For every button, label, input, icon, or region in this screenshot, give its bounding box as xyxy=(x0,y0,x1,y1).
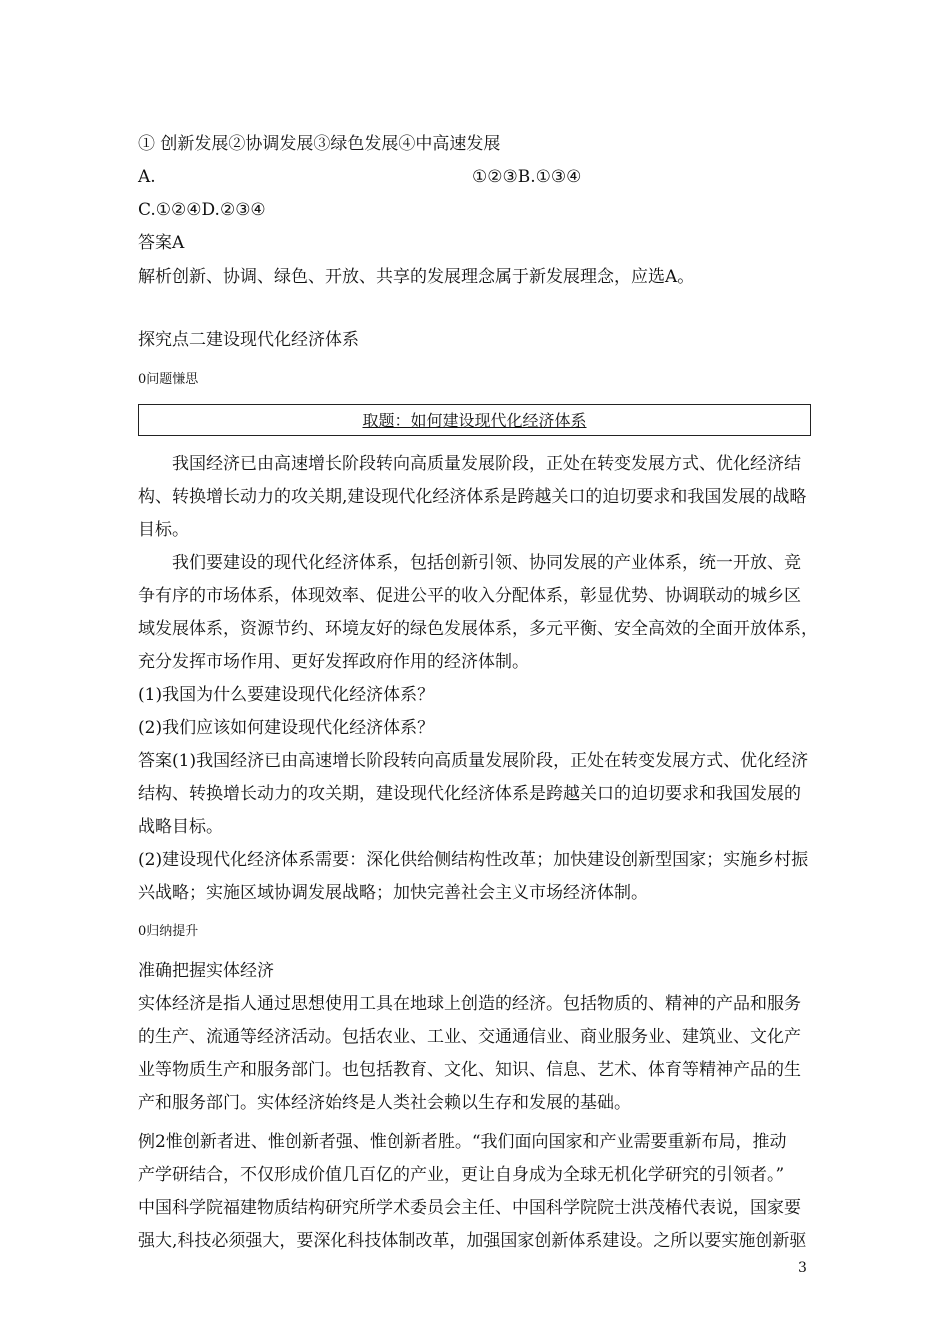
options-a-b: ①②③B.①③④ xyxy=(472,167,582,187)
page-number: 3 xyxy=(798,1260,807,1276)
answer-label: 答案A xyxy=(138,233,185,253)
analysis-text: 解析创新、协调、绿色、开放、共享的发展理念属于新发展理念，应选A。 xyxy=(138,267,695,287)
topic-box xyxy=(138,404,811,436)
answer-line: 战略目标。 xyxy=(138,817,223,837)
paragraph-line: 目标。 xyxy=(138,520,189,540)
paragraph-line: 我国经济已由高速增长阶段转向高质量发展阶段，正处在转变发展方式、优化经济结 xyxy=(172,454,801,474)
paragraph-line: 域发展体系，资源节约、环境友好的绿色发展体系，多元平衡、安全高效的全面开放体系， xyxy=(138,619,818,639)
question-2: (2)我们应该如何建设现代化经济体系？ xyxy=(138,718,435,738)
answer-line: 结构、转换增长动力的攻关期，建设现代化经济体系是跨越关口的迫切要求和我国发展的 xyxy=(138,784,801,804)
option-a-label: A. xyxy=(138,167,156,187)
section-title: 探究点二建设现代化经济体系 xyxy=(138,330,359,350)
subheading-thinking: 0问题慊思 xyxy=(138,372,199,387)
answer-line: 答案(1)我国经济已由高速增长阶段转向高质量发展阶段，正处在转变发展方式、优化经济 xyxy=(138,751,809,771)
concept-line: 业等物质生产和服务部门。也包括教育、文化、知识、信息、艺术、体育等精神产品的生 xyxy=(138,1060,801,1080)
concept-title: 准确把握实体经济 xyxy=(138,961,274,981)
paragraph-line: 构、转换增长动力的攻关期,建设现代化经济体系是跨越关口的迫切要求和我国发展的战略 xyxy=(138,487,807,507)
question-1: (1)我国为什么要建设现代化经济体系？ xyxy=(138,685,435,705)
example-line: 中国科学院福建物质结构研究所学术委员会主任、中国科学院院士洪茂椿代表说，国家要 xyxy=(138,1198,801,1218)
topic-box-title: 取题：如何建设现代化经济体系 xyxy=(362,411,587,430)
example-line: 例2惟创新者进、惟创新者强、惟创新者胜。“我们面向国家和产业需要重新布局，推动 xyxy=(138,1132,787,1152)
concept-line: 产和服务部门。实体经济始终是人类社会赖以生存和发展的基础。 xyxy=(138,1093,631,1113)
subheading-summary: 0归纳提升 xyxy=(138,924,199,939)
paragraph-line: 争有序的市场体系，体现效率、促进公平的收入分配体系，彰显优势、协调联动的城乡区 xyxy=(138,586,801,606)
answer-line: (2)建设现代化经济体系需要：深化供给侧结构性改革；加快建设创新型国家；实施乡村振 xyxy=(138,850,809,870)
example-line: 产学研结合，不仅形成价值几百亿的产业，更让自身成为全球无机化学研究的引领者。” xyxy=(138,1165,785,1185)
paragraph-line: 我们要建设的现代化经济体系，包括创新引领、协同发展的产业体系，统一开放、竞 xyxy=(172,553,801,573)
example-line: 强大,科技必须强大，要深化科技体制改革，加强国家创新体系建设。之所以要实施创新驱 xyxy=(138,1231,807,1251)
question-items: ① 创新发展②协调发展③绿色发展④中高速发展 xyxy=(138,134,501,154)
paragraph-line: 充分发挥市场作用、更好发挥政府作用的经济体制。 xyxy=(138,652,529,672)
answer-line: 兴战略；实施区域协调发展战略；加快完善社会主义市场经济体制。 xyxy=(138,883,648,903)
options-c-d: C.①②④D.②③④ xyxy=(138,200,266,220)
concept-line: 实体经济是指人通过思想使用工具在地球上创造的经济。包括物质的、精神的产品和服务 xyxy=(138,994,801,1014)
concept-line: 的生产、流通等经济活动。包括农业、工业、交通通信业、商业服务业、建筑业、文化产 xyxy=(138,1027,801,1047)
